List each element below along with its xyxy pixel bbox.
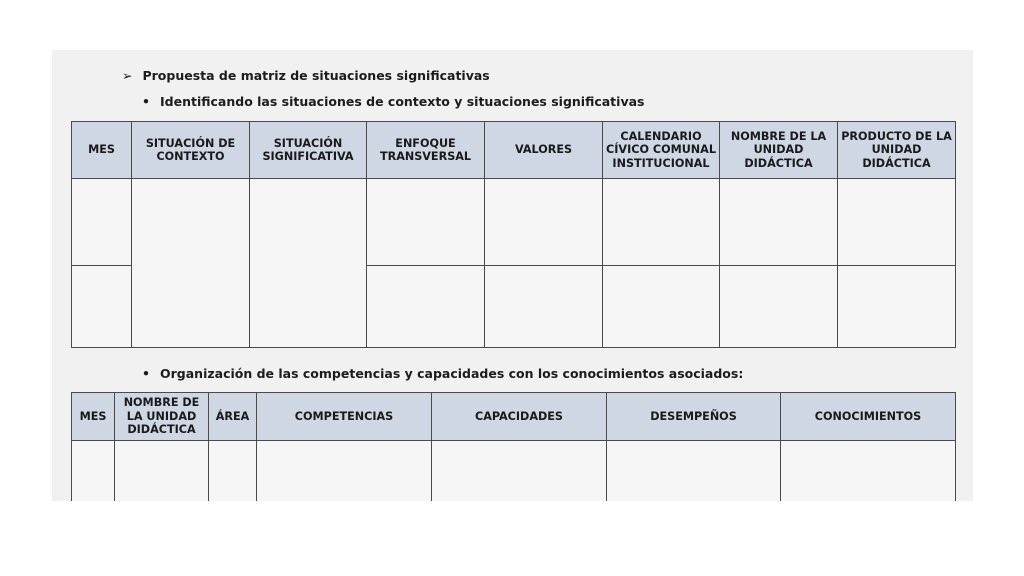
header-cell-mes: MES [72,393,115,441]
header-cell-nombre-unidad: NOMBRE DE LA UNIDAD DIDÁCTICA [115,393,209,441]
table-cell[interactable] [72,179,132,266]
table-cell[interactable] [838,179,956,266]
arrow-bullet-icon: ➢ [122,68,133,83]
table-cell[interactable] [607,441,781,502]
header-cell-competencias: COMPETENCIAS [257,393,432,441]
table-cell[interactable] [257,441,432,502]
header-cell-calendario: CALENDARIO CÍVICO COMUNAL INSTITUCIONAL [603,122,720,179]
section-title: Propuesta de matriz de situaciones significativas [142,68,490,83]
header-cell-enfoque-transversal: ENFOQUE TRANSVERSAL [367,122,485,179]
table-cell[interactable] [720,179,838,266]
table-cell[interactable] [115,441,209,502]
section-heading-matriz [122,68,490,83]
table-cell[interactable] [603,266,720,348]
header-cell-mes: MES [72,122,132,179]
table-cell[interactable] [485,179,603,266]
table-cell[interactable] [485,266,603,348]
table-cell[interactable] [781,441,956,502]
section-title: Organización de las competencias y capacidades con los conocimientos asociados: [160,366,744,381]
table-header-row [72,393,956,441]
section-title: Identificando las situaciones de contexto y situaciones significativas [160,94,645,109]
table-cell[interactable] [132,179,250,348]
table-cell[interactable] [72,266,132,348]
table-row [72,179,956,266]
bullet-icon: • [142,94,150,109]
header-cell-situacion-significativa: SITUACIÓN SIGNIFICATIVA [250,122,367,179]
table-cell[interactable] [720,266,838,348]
table-cell[interactable] [367,179,485,266]
header-cell-situacion-contexto: SITUACIÓN DE CONTEXTO [132,122,250,179]
table-cell[interactable] [209,441,257,502]
document-page [52,50,973,501]
table-header-row [72,122,956,179]
bullet-icon: • [142,366,150,381]
table-cell[interactable] [432,441,607,502]
table-cell[interactable] [72,441,115,502]
table-cell[interactable] [603,179,720,266]
header-cell-nombre-unidad: NOMBRE DE LA UNIDAD DIDÁCTICA [720,122,838,179]
section-heading-identificando [142,94,644,109]
header-cell-conocimientos: CONOCIMIENTOS [781,393,956,441]
header-cell-capacidades: CAPACIDADES [432,393,607,441]
table-row [72,441,956,502]
section-heading-organizacion [142,366,743,381]
situaciones-table [71,121,956,348]
competencias-table [71,392,956,501]
table-cell[interactable] [838,266,956,348]
table-cell[interactable] [250,179,367,348]
header-cell-desempenos: DESEMPEÑOS [607,393,781,441]
header-cell-valores: VALORES [485,122,603,179]
table-cell[interactable] [367,266,485,348]
header-cell-area: ÁREA [209,393,257,441]
header-cell-producto-unidad: PRODUCTO DE LA UNIDAD DIDÁCTICA [838,122,956,179]
